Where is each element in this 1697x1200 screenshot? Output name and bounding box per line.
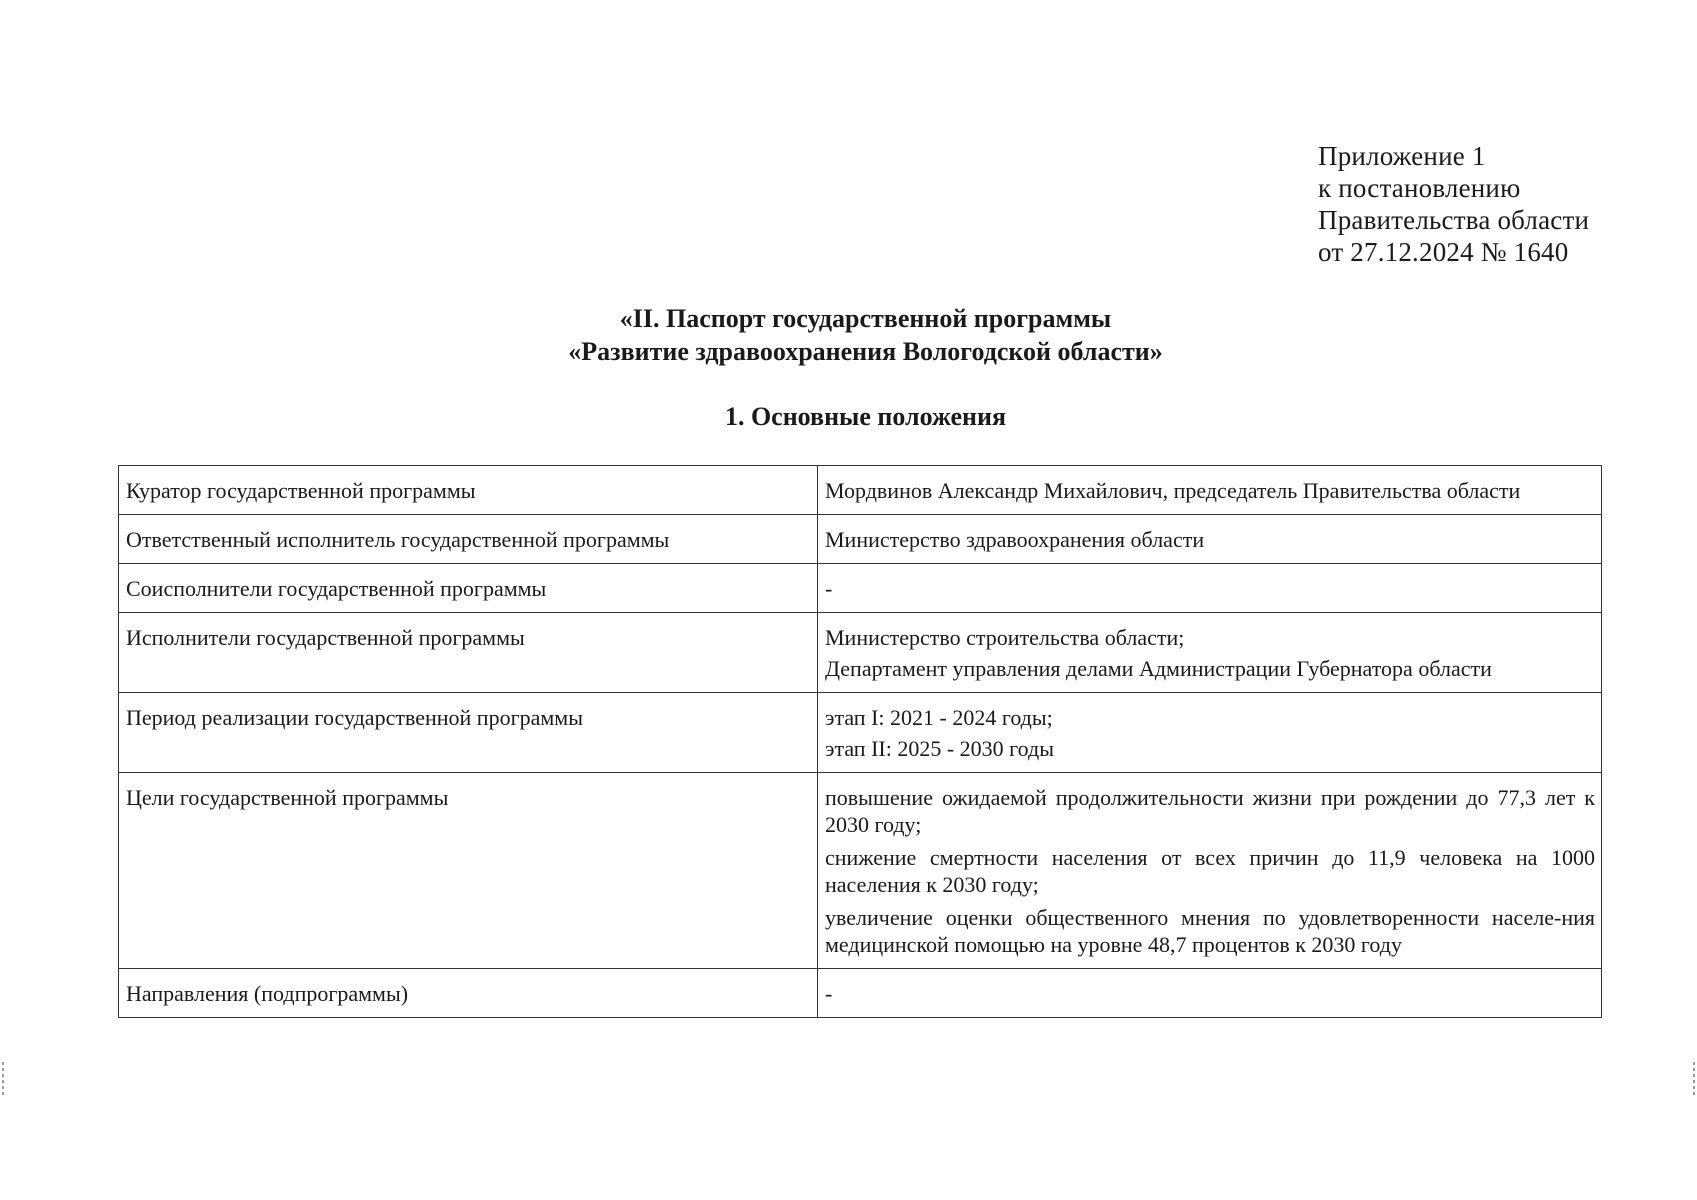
value-paragraph: Мордвинов Александр Михайлович, председатель Правительства области xyxy=(825,478,1521,503)
row-value xyxy=(818,564,1602,613)
row-value xyxy=(818,773,1602,969)
row-label: Ответственный исполнитель государственной программы xyxy=(119,515,818,564)
value-paragraph: увеличение оценки общественного мнения по удовлетворенности населе-ния медицинской помощью на уровне 48,7 процентов к 2030 году xyxy=(825,905,1595,957)
row-value xyxy=(818,693,1602,773)
document-title-line-1: «II. Паспорт государственной программы xyxy=(619,304,1112,333)
value-paragraph: Министерство строительства области; xyxy=(825,625,1185,650)
row-value xyxy=(818,466,1602,515)
scan-edge-mark-left xyxy=(2,1062,4,1096)
appendix-line: к постановлению xyxy=(1318,173,1521,203)
row-label: Цели государственной программы xyxy=(119,773,818,969)
appendix-line: Правительства области xyxy=(1318,205,1590,235)
appendix-line: Приложение 1 xyxy=(1318,141,1486,171)
table-row xyxy=(119,693,1602,773)
row-label: Соисполнители государственной программы xyxy=(119,564,818,613)
row-value xyxy=(818,613,1602,693)
value-paragraph: снижение смертности населения от всех причин до 11,9 человека на 1000 населения к 2030 году; xyxy=(825,845,1595,897)
table-row xyxy=(119,515,1602,564)
row-label: Направления (подпрограммы) xyxy=(119,969,818,1018)
value-paragraph: этап I: 2021 - 2024 годы; xyxy=(825,705,1053,730)
table-row xyxy=(119,564,1602,613)
value-paragraph: повышение ожидаемой продолжительности жизни при рождении до 77,3 лет к 2030 году; xyxy=(825,785,1595,837)
scan-edge-mark-right xyxy=(1693,1062,1695,1096)
table-row xyxy=(119,466,1602,515)
row-label: Исполнители государственной программы xyxy=(119,613,818,693)
row-label: Куратор государственной программы xyxy=(119,466,818,515)
value-paragraph: - xyxy=(825,981,833,1006)
document-title-line-2: «Развитие здравоохранения Вологодской области» xyxy=(568,337,1163,366)
table-row xyxy=(119,773,1602,969)
appendix-line: от 27.12.2024 № 1640 xyxy=(1318,237,1569,267)
row-value xyxy=(818,515,1602,564)
table-row xyxy=(119,969,1602,1018)
row-label: Период реализации государственной программы xyxy=(119,693,818,773)
row-value xyxy=(818,969,1602,1018)
value-paragraph: Министерство здравоохранения области xyxy=(825,527,1205,552)
value-paragraph: этап II: 2025 - 2030 годы xyxy=(825,736,1054,761)
section-heading: 1. Основные положения xyxy=(724,402,1007,431)
value-paragraph: - xyxy=(825,576,833,601)
table-row xyxy=(119,613,1602,693)
value-paragraph: Департамент управления делами Администрации Губернатора области xyxy=(825,656,1492,681)
program-passport-table xyxy=(118,465,1602,1018)
appendix-block xyxy=(1318,140,1589,268)
